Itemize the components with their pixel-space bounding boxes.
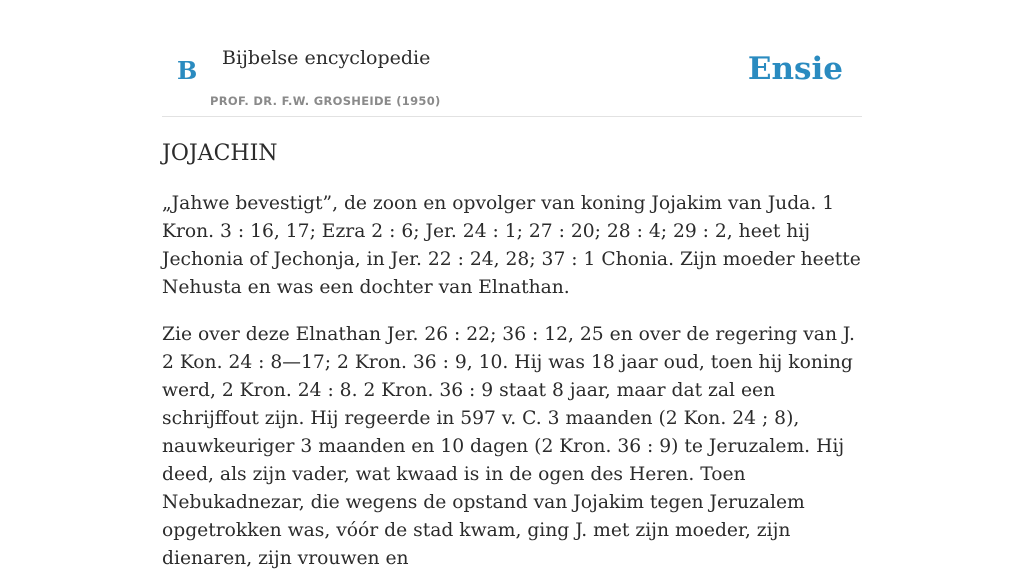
book-logo-icon[interactable]: B	[177, 56, 198, 85]
article	[162, 136, 862, 573]
author-label: PROF. DR. F.W. GROSHEIDE (1950)	[210, 94, 441, 108]
article-title: JOJACHIN	[162, 141, 278, 166]
header	[162, 0, 862, 117]
book-title-link[interactable]: Bijbelse encyclopedie	[222, 47, 431, 69]
ensie-logo-link[interactable]: Ensie	[747, 51, 843, 87]
article-paragraph-2: Zie over deze Elnathan Jer. 26 : 22; 36 : 12, 25 en over de regering van J. 2 Kon. 24 : 8—17; 2 Kron. 36 : 9, 10. Hij was 18 jaar oud, toen hij koning werd, 2 Kron. 24 : 8. 2 Kron. 36 : 9 staat 8 jaar, maar dat zal een schrijffout zijn. Hij regeerde in 597 v. C. 3 maanden (2 Kon. 24 ; 8), nauwkeuriger 3 maanden en 10 dagen (2 Kron. 36 : 9) te Jeruzalem. Hij deed, als zijn vader, wat kwaad is in de ogen des Heren. Toen Nebukadnezar, die wegens de opstand van Jojakim tegen Jeruzalem opgetrokken was, vóór de stad kwam, ging J. met zijn moeder, zijn dienaren, zijn vrouwen en	[162, 324, 855, 569]
article-paragraph-1: „Jahwe bevestigt”, de zoon en opvolger van koning Jojakim van Juda. 1 Kron. 3 : 16, 17; Ezra 2 : 6; Jer. 24 : 1; 27 : 20; 28 : 4; 29 : 2, heet hij Jechonia of Jechonja, in Jer. 22 : 24, 28; 37 : 1 Chonia. Zijn moeder heette Nehusta en was een dochter van Elnathan.	[162, 193, 861, 298]
